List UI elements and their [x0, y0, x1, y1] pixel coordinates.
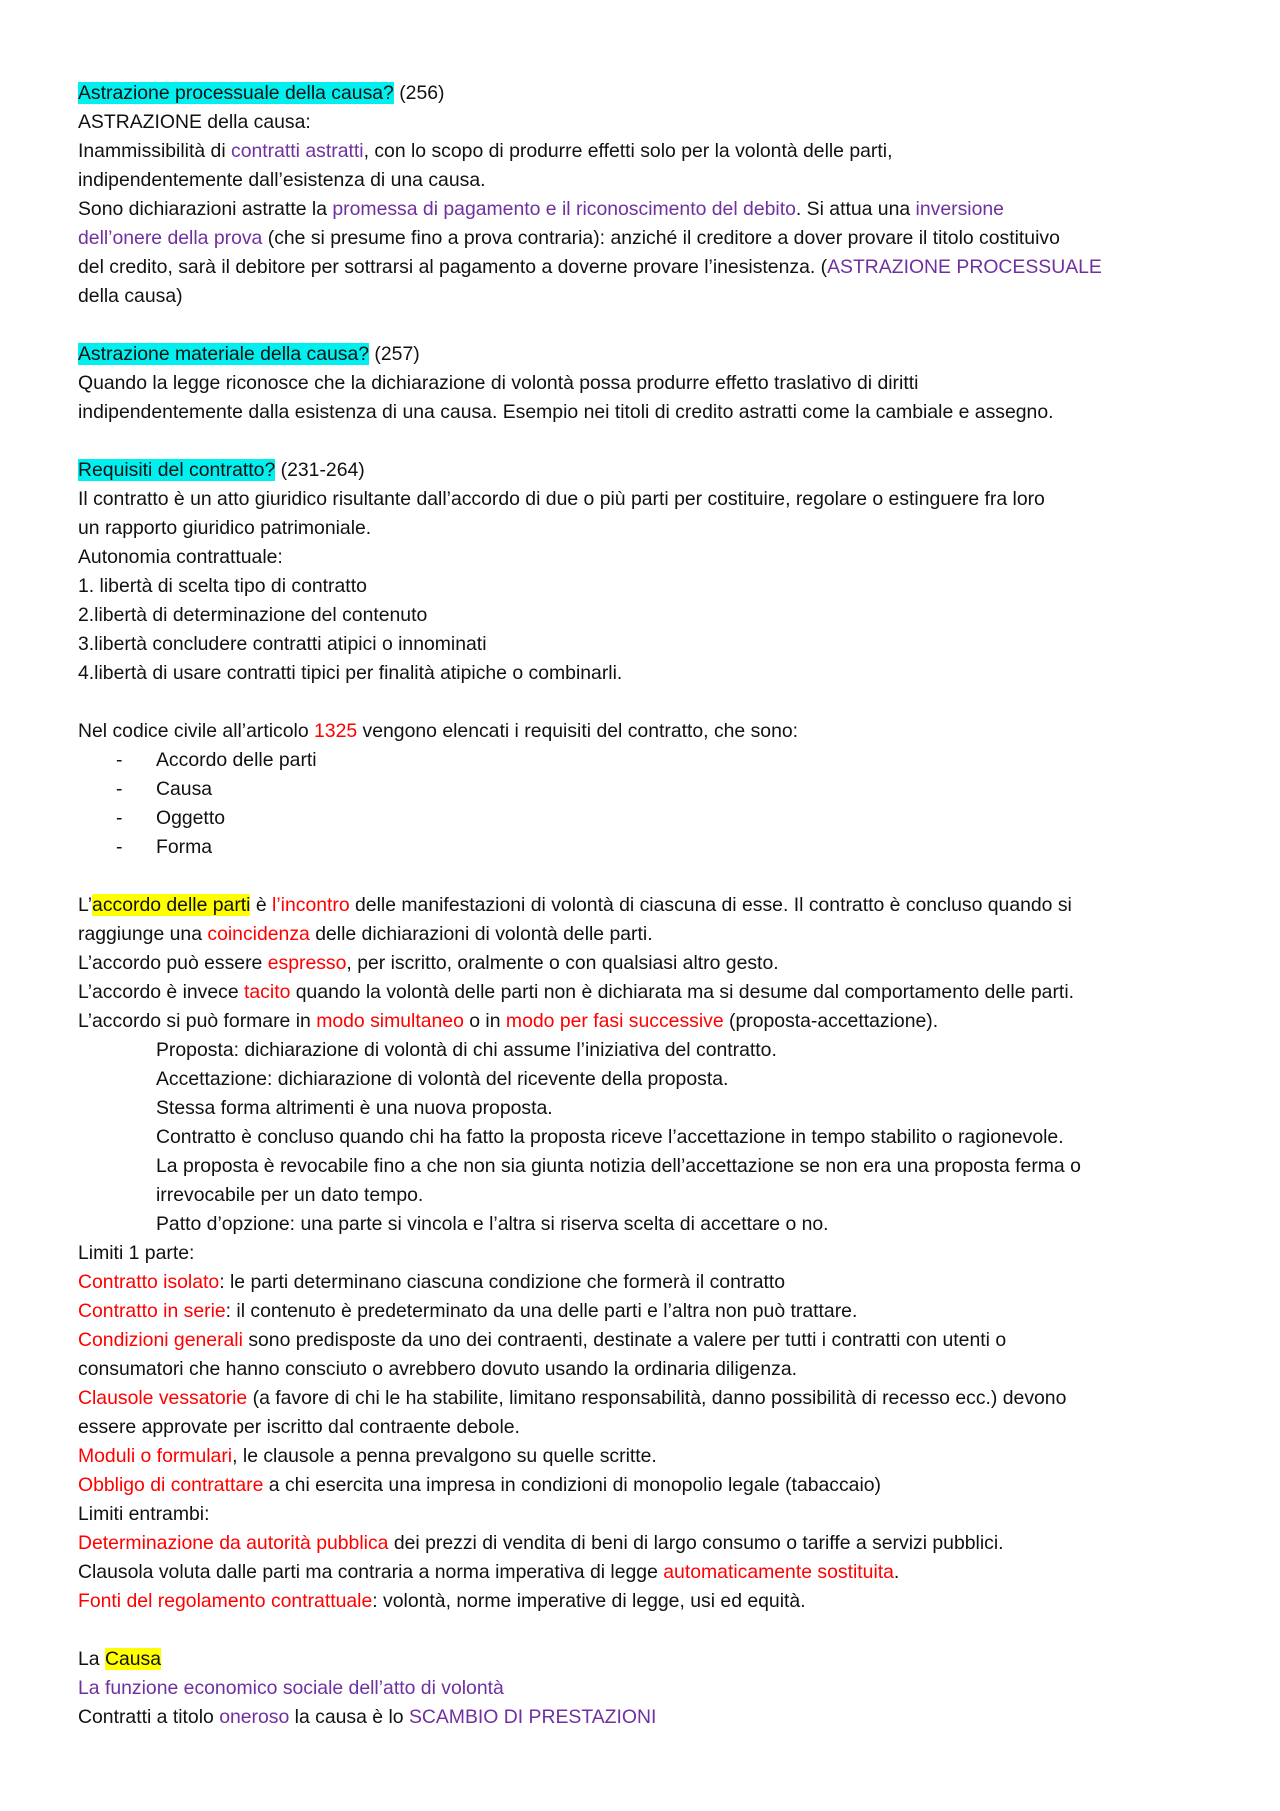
spacer — [78, 311, 1220, 340]
text-line: un rapporto giuridico patrimoniale. — [78, 517, 372, 539]
heading-astrazione-materiale: Astrazione materiale della causa? (257) — [78, 343, 420, 365]
text-line: indipendentemente dalla esistenza di una causa. Esempio nei titoli di credito astratti come la cambiale e assegno. — [78, 401, 1054, 423]
bullet-item: - Oggetto — [116, 807, 225, 829]
numbered-item: 1. libertà di scelta tipo di contratto — [78, 575, 367, 597]
indented-line: La proposta è revocabile fino a che non sia giunta notizia dell’accettazione se non era una proposta ferma o — [156, 1155, 1081, 1177]
indented-line: Accettazione: dichiarazione di volontà del ricevente della proposta. — [156, 1068, 729, 1090]
text-line: Limiti 1 parte: — [78, 1242, 195, 1264]
text-line: Nel codice civile all’articolo 1325 vengono elencati i requisiti del contratto, che sono: — [78, 720, 799, 742]
bullet-item: - Forma — [116, 836, 213, 858]
text-line: L’accordo si può formare in modo simultaneo o in modo per fasi successive (proposta-accettazione). — [78, 1010, 939, 1032]
text-line: Inammissibilità di contratti astratti, con lo scopo di produrre effetti solo per la volontà delle parti, — [78, 140, 893, 162]
text-line: Fonti del regolamento contrattuale: volontà, norme imperative di legge, usi ed equità. — [78, 1590, 806, 1612]
text-line: indipendentemente dall’esistenza di una causa. — [78, 169, 486, 191]
text-line: L’accordo può essere espresso, per iscritto, oralmente o con qualsiasi altro gesto. — [78, 952, 779, 974]
text-line: L’accordo è invece tacito quando la volontà delle parti non è dichiarata ma si desume dal comportamento delle parti. — [78, 981, 1075, 1003]
spacer — [78, 1616, 1220, 1645]
text-line: Sono dichiarazioni astratte la promessa di pagamento e il riconoscimento del debito. Si attua una inversione — [78, 198, 1004, 220]
text-line: Moduli o formulari, le clausole a penna prevalgono su quelle scritte. — [78, 1445, 657, 1467]
heading-astrazione-processuale: Astrazione processuale della causa? (256) — [78, 82, 445, 104]
text-line: Il contratto è un atto giuridico risultante dall’accordo di due o più parti per costituire, regolare o estinguere fra loro — [78, 488, 1045, 510]
heading-causa: La Causa — [78, 1648, 162, 1670]
text-line: Obbligo di contrattare a chi esercita una impresa in condizioni di monopolio legale (tabaccaio) — [78, 1474, 882, 1496]
spacer — [78, 688, 1220, 717]
spacer — [78, 862, 1220, 891]
text-line: dell’onere della prova (che si presume fino a prova contraria): anziché il creditore a dover provare il titolo costituivo — [78, 227, 1060, 249]
indented-line: Stessa forma altrimenti è una nuova proposta. — [156, 1097, 553, 1119]
text-line: Clausole vessatorie (a favore di chi le ha stabilite, limitano responsabilità, danno possibilità di recesso ecc.) devono — [78, 1387, 1067, 1409]
text-line: Limiti entrambi: — [78, 1503, 210, 1525]
indented-line: Contratto è concluso quando chi ha fatto la proposta riceve l’accettazione in tempo stabilito o ragionevole. — [156, 1126, 1064, 1148]
numbered-item: 2.libertà di determinazione del contenuto — [78, 604, 428, 626]
numbered-item: 4.libertà di usare contratti tipici per finalità atipiche o combinarli. — [78, 662, 623, 684]
indented-line: Proposta: dichiarazione di volontà di chi assume l’iniziativa del contratto. — [156, 1039, 777, 1061]
text-line: Quando la legge riconosce che la dichiarazione di volontà possa produrre effetto traslativo di diritti — [78, 372, 919, 394]
heading-requisiti-contratto: Requisiti del contratto? (231-264) — [78, 459, 365, 481]
text-line: essere approvate per iscritto dal contraente debole. — [78, 1416, 520, 1438]
text-line: Contratto isolato: le parti determinano ciascuna condizione che formerà il contratto — [78, 1271, 786, 1293]
text-line: Contratto in serie: il contenuto è predeterminato da una delle parti e l’altra non può trattare. — [78, 1300, 858, 1322]
text-line: della causa) — [78, 285, 183, 307]
bullet-item: - Causa — [116, 778, 213, 800]
indented-line: irrevocabile per un dato tempo. — [156, 1184, 424, 1206]
text-line: Determinazione da autorità pubblica dei prezzi di vendita di beni di largo consumo o tariffe a servizi pubblici. — [78, 1532, 1004, 1554]
text-line: ASTRAZIONE della causa: — [78, 111, 311, 133]
text-line: del credito, sarà il debitore per sottrarsi al pagamento a doverne provare l’inesistenza. (ASTRAZIONE PROCESSUALE — [78, 256, 1102, 278]
text-line: Condizioni generali sono predisposte da uno dei contraenti, destinate a valere per tutti i contratti con utenti o — [78, 1329, 1007, 1351]
text-line: Clausola voluta dalle parti ma contraria a norma imperativa di legge automaticamente sostituita. — [78, 1561, 900, 1583]
text-line: consumatori che hanno consciuto o avrebbero dovuto usando la ordinaria diligenza. — [78, 1358, 797, 1380]
numbered-item: 3.libertà concludere contratti atipici o innominati — [78, 633, 487, 655]
text-line: Contratti a titolo oneroso la causa è lo SCAMBIO DI PRESTAZIONI — [78, 1706, 657, 1728]
text-line: La funzione economico sociale dell’atto di volontà — [78, 1677, 504, 1699]
text-line: L’accordo delle parti è l’incontro delle manifestazioni di volontà di ciascuna di esse. Il contratto è concluso quando si — [78, 894, 1072, 916]
text-line: Autonomia contrattuale: — [78, 546, 283, 568]
indented-line: Patto d’opzione: una parte si vincola e l’altra si riserva scelta di accettare o no. — [156, 1213, 829, 1235]
text-line: raggiunge una coincidenza delle dichiarazioni di volontà delle parti. — [78, 923, 653, 945]
bullet-item: - Accordo delle parti — [116, 749, 317, 771]
spacer — [78, 427, 1220, 456]
